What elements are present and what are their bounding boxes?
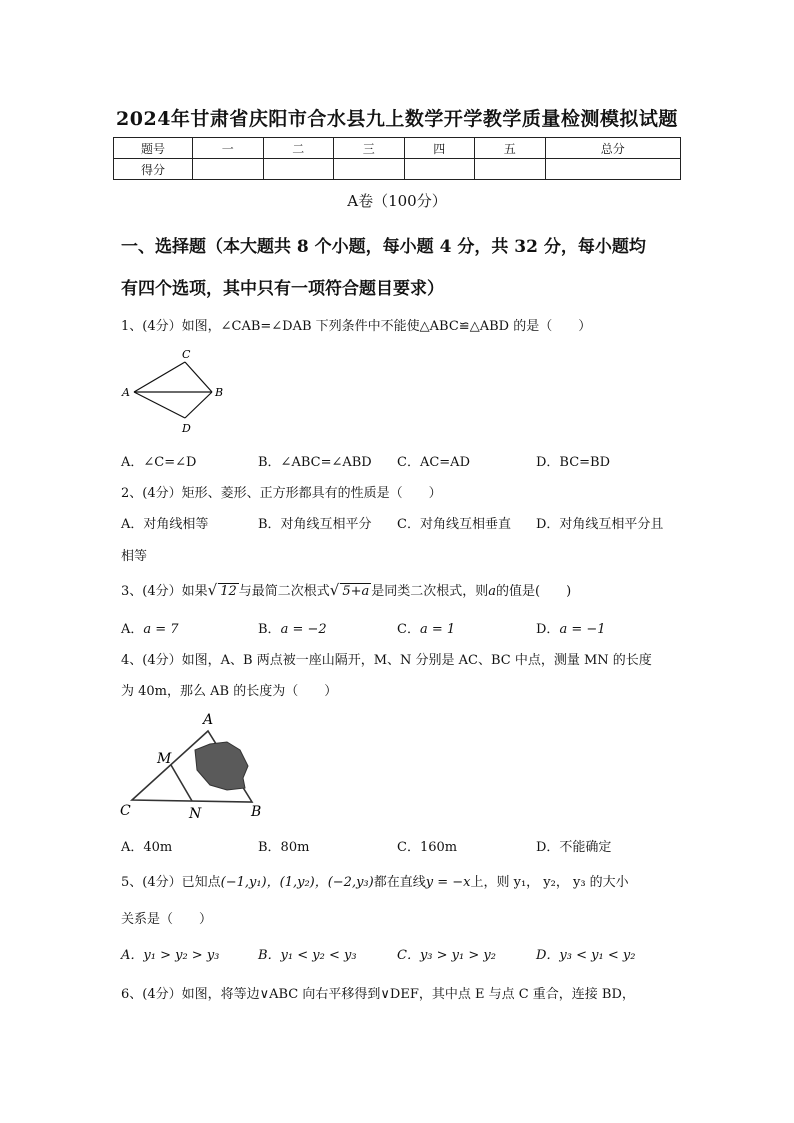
score-table-score-row [114,159,681,180]
score-row-label: 得分 [114,159,193,180]
figure1-label-a: A [122,386,130,399]
question-1-text: 1、(4分）如图，∠CAB=∠DAB 下列条件中不能使△ABC≌△ABD 的是（ ） [121,319,592,334]
q5-suffix: 上，则 y₁， y₂， y₃ 的大小 [470,875,629,890]
question-5-line2: 关系是（ ） [121,912,213,927]
question-2-text: 2、(4分）矩形、菱形、正方形都具有的性质是（ ） [121,486,442,501]
q2-option-d[interactable]: D．对角线互相平分且 [536,517,664,532]
score-header-cell: 一 [193,138,264,159]
score-table [113,137,681,180]
question-4-line1: 4、(4分）如图，A、B 两点被一座山隔开，M、N 分别是 AC、BC 中点，测量 MN 的长度 [121,653,652,668]
q5-option-a[interactable]: A．y₁ > y₂ > y₃ [121,948,220,963]
q2-option-c[interactable]: C．对角线互相垂直 [397,517,511,532]
q3-middle: 与最简二次根式 [238,584,330,599]
question-4-line2: 为 40m，那么 AB 的长度为（ ） [121,684,338,699]
q2-option-a[interactable]: A．对角线相等 [121,517,209,532]
q3-option-d[interactable]: D．a = −1 [536,622,606,637]
q3-radicand-1: 12 [220,584,237,599]
part1-heading-line1: 一、选择题（本大题共 8 个小题，每小题 4 分，共 32 分，每小题均 [121,237,646,257]
figure1-label-c: C [182,348,191,361]
q4-option-c[interactable]: C．160m [397,840,458,855]
q5-prefix: 5、(4分）已知点 [121,875,221,890]
question-5-text [121,871,629,890]
score-input-cell[interactable] [545,159,681,180]
sqrt-icon: √ [329,581,340,599]
q1-option-a[interactable]: A．∠C=∠D [121,455,197,470]
q4-option-a[interactable]: A．40m [121,840,173,855]
question-6-text: 6、(4分）如图，将等边∨ABC 向右平移得到∨DEF，其中点 E 与点 C 重合，连接 BD， [121,987,635,1002]
q2-option-d-continued: 相等 [121,549,148,564]
score-header-cell: 四 [404,138,475,159]
q3-radicand-2: 5+a [342,584,370,599]
q3-option-a[interactable]: A．a = 7 [121,622,179,637]
q1-option-d[interactable]: D．BC=BD [536,455,611,470]
score-input-cell[interactable] [475,159,546,180]
figure4-label-n: N [189,806,202,822]
q5-middle: 都在直线 [373,875,426,890]
question-3-text [121,580,571,599]
figure4-label-a: A [203,712,214,728]
score-table-header-row [114,138,681,159]
q5-option-b[interactable]: B．y₁ < y₂ < y₃ [258,948,357,963]
score-header-cell: 总分 [545,138,681,159]
score-input-cell[interactable] [334,159,405,180]
q3-prefix: 3、(4分）如果 [121,584,208,599]
score-input-cell[interactable] [263,159,334,180]
score-header-cell: 三 [334,138,405,159]
part1-heading-line2: 有四个选项，其中只有一项符合题目要求） [121,279,444,299]
q3-option-c[interactable]: C．a = 1 [397,622,456,637]
q2-option-b[interactable]: B．对角线互相平分 [258,517,372,532]
figure1-label-d: D [182,422,191,435]
score-input-cell[interactable] [193,159,264,180]
q5-points: (−1,y₁)，(1,y₂)，(−2,y₃) [220,875,374,890]
q3-end: 的值是( ) [496,584,572,599]
figure4-label-m: M [157,751,172,767]
q5-line: y = −x [425,875,471,890]
q3-variable: a [488,584,497,599]
figure4-label-b: B [251,804,262,820]
sqrt-icon: √ [207,581,218,599]
figure4-label-c: C [120,803,131,819]
q3-suffix: 是同类二次根式，则 [371,584,489,599]
section-a-heading: A卷（100分） [347,192,447,210]
score-header-cell: 题号 [114,138,193,159]
q1-option-c[interactable]: C．AC=AD [397,455,470,470]
q5-option-d[interactable]: D．y₃ < y₁ < y₂ [536,948,636,963]
score-header-cell: 二 [263,138,334,159]
q4-option-b[interactable]: B．80m [258,840,310,855]
q3-option-b[interactable]: B．a = −2 [258,622,327,637]
score-input-cell[interactable] [404,159,475,180]
exam-title: 2024年甘肃省庆阳市合水县九上数学开学教学质量检测模拟试题 [116,108,678,130]
q1-option-b[interactable]: B．∠ABC=∠ABD [258,455,372,470]
question-4-figure [115,708,275,823]
q4-option-d[interactable]: D．不能确定 [536,840,612,855]
question-1-figure [118,343,228,435]
score-header-cell: 五 [475,138,546,159]
figure1-label-b: B [215,386,224,399]
q5-option-c[interactable]: C．y₃ > y₁ > y₂ [397,948,496,963]
